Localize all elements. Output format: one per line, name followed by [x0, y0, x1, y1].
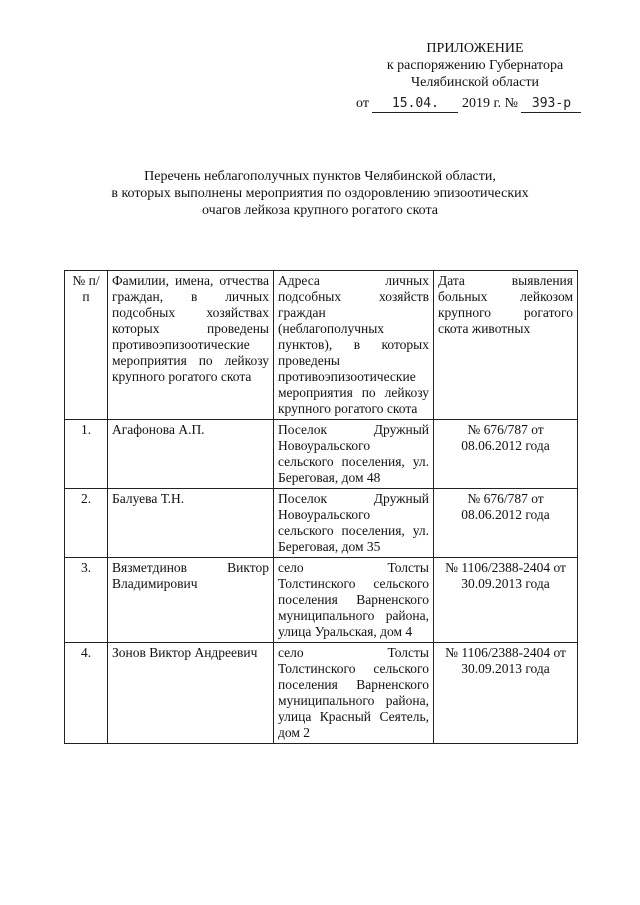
table-row: [65, 420, 578, 489]
table-row: [65, 558, 578, 643]
row-address: село Толсты Толстинского сельского поселения Варненского муниципального района, улица Уральская, дом 4: [274, 558, 434, 643]
title-line-3: очагов лейкоза крупного рогатого скота: [202, 203, 438, 218]
row-address: Поселок Дружный Новоуральского сельского поселения, ул. Береговая, дом 35: [274, 489, 434, 558]
appendix-region-line: Челябинской области: [411, 75, 539, 90]
row-name: Зонов Виктор Андреевич: [108, 643, 274, 744]
header-date: Дата выявления больных лейкозом крупного рогатого скота животных: [434, 271, 578, 420]
title-line-1: Перечень неблагополучных пунктов Челябинской области,: [144, 169, 496, 184]
document-title: [60, 168, 580, 219]
row-address: село Толсты Толстинского сельского поселения Варненского муниципального района, улица Красный Сеятель, дом 2: [274, 643, 434, 744]
locations-table: [64, 270, 578, 744]
order-date-line: [356, 96, 581, 113]
appendix-order-line: к распоряжению Губернатора: [386, 58, 564, 73]
row-date: № 1106/2388-2404 от 30.09.2013 года: [434, 643, 578, 744]
row-num: 4.: [65, 643, 108, 744]
title-line-2: в которых выполнены мероприятия по оздоровлению эпизоотических: [111, 186, 529, 201]
table-header-row: [65, 271, 578, 420]
header-num: № п/п: [65, 271, 108, 420]
row-date: № 1106/2388-2404 от 30.09.2013 года: [434, 558, 578, 643]
appendix-header: [340, 40, 610, 91]
row-address: Поселок Дружный Новоуральского сельского поселения, ул. Береговая, дом 48: [274, 420, 434, 489]
row-name: Агафонова А.П.: [108, 420, 274, 489]
row-num: 3.: [65, 558, 108, 643]
appendix-title: ПРИЛОЖЕНИЕ: [426, 41, 524, 56]
order-date: 15.04.: [372, 96, 458, 113]
row-num: 2.: [65, 489, 108, 558]
row-date: № 676/787 от 08.06.2012 года: [434, 420, 578, 489]
year-label: 2019 г. №: [461, 96, 518, 111]
row-name: Балуева Т.Н.: [108, 489, 274, 558]
table-row: [65, 489, 578, 558]
header-address: Адреса личных подсобных хозяйств граждан (неблагополучных пунктов), в которых проведены противоэпизоотические мероприятия по лейкозу крупного рогатого скота: [274, 271, 434, 420]
header-name: Фамилии, имена, отчества граждан, в личных подсобных хозяйствах которых проведены противоэпизоотические мероприятия по лейкозу крупного рогатого скота: [108, 271, 274, 420]
row-num: 1.: [65, 420, 108, 489]
from-label: от: [356, 96, 369, 111]
row-date: № 676/787 от 08.06.2012 года: [434, 489, 578, 558]
order-number: 393-р: [521, 96, 581, 113]
row-name: Вязметдинов Виктор Владимирович: [108, 558, 274, 643]
table-row: [65, 643, 578, 744]
